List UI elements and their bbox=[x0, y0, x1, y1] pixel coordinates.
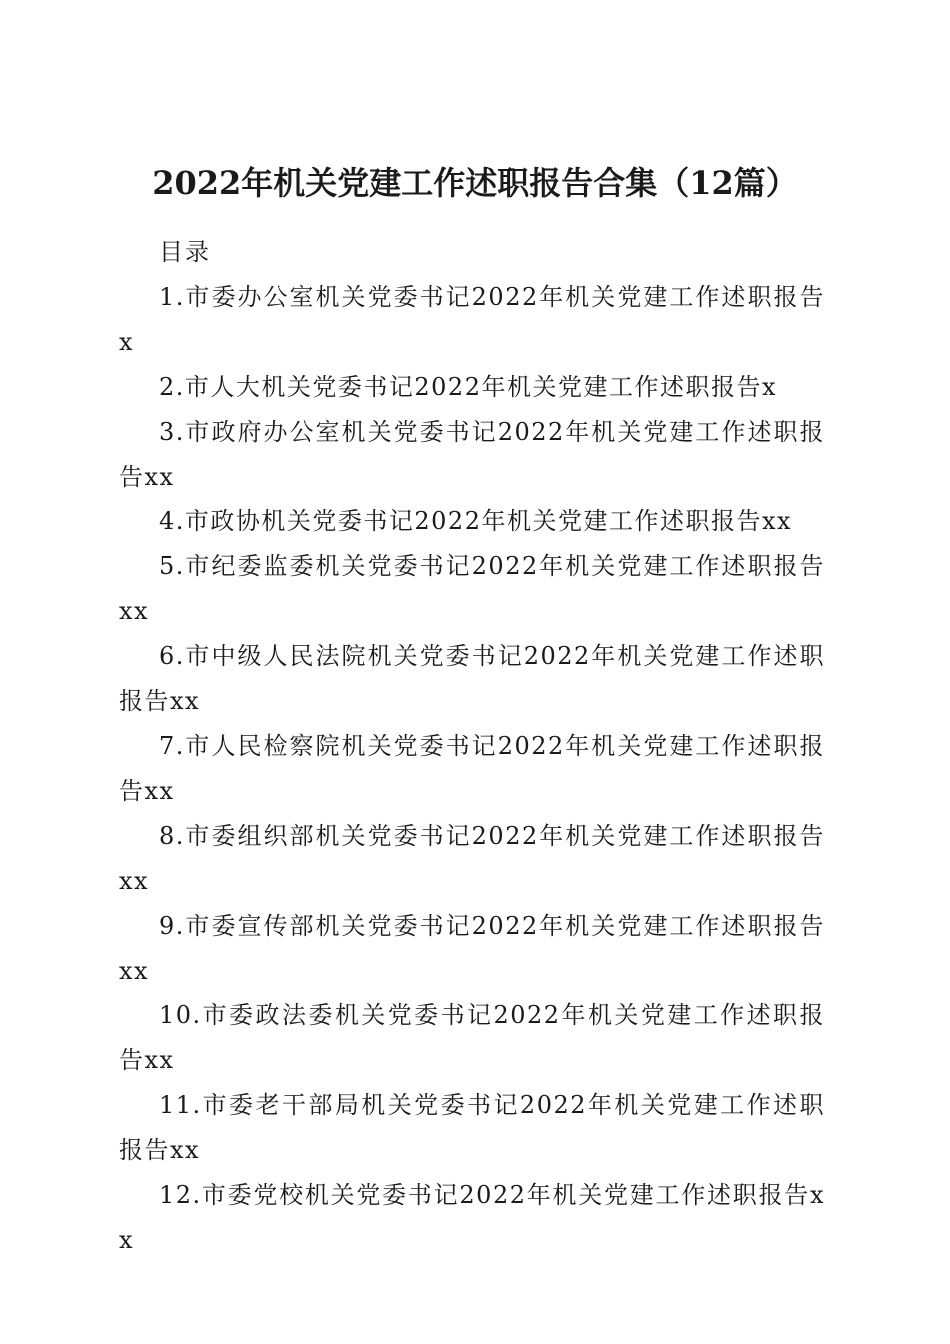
toc-item: 2.市人大机关党委书记2022年机关党建工作述职报告x bbox=[159, 372, 778, 401]
toc-item: 7.市人民检察院机关党委书记2022年机关党建工作述职报告xx bbox=[119, 731, 825, 805]
toc-item: 11.市委老干部局机关党委书记2022年机关党建工作述职报告xx bbox=[119, 1091, 825, 1165]
toc-item: 4.市政协机关党委书记2022年机关党建工作述职报告xx bbox=[159, 507, 793, 536]
table-of-contents bbox=[119, 230, 825, 1263]
toc-item: 8.市委组织部机关党委书记2022年机关党建工作述职报告xx bbox=[119, 821, 825, 895]
toc-item: 3.市政府办公室机关党委书记2022年机关党建工作述职报告xx bbox=[119, 417, 825, 491]
toc-list bbox=[119, 275, 825, 1263]
toc-item: 5.市纪委监委机关党委书记2022年机关党建工作述职报告xx bbox=[119, 552, 825, 626]
toc-item: 10.市委政法委机关党委书记2022年机关党建工作述职报告xx bbox=[119, 1001, 825, 1075]
toc-item: 1.市委办公室机关党委书记2022年机关党建工作述职报告x bbox=[119, 282, 825, 356]
toc-item: 6.市中级人民法院机关党委书记2022年机关党建工作述职报告xx bbox=[119, 642, 825, 716]
toc-item: 9.市委宣传部机关党委书记2022年机关党建工作述职报告xx bbox=[119, 911, 825, 985]
page-title: 2022年机关党建工作述职报告合集（12篇） bbox=[152, 164, 798, 203]
toc-heading: 目录 bbox=[159, 238, 211, 266]
toc-item: 12.市委党校机关党委书记2022年机关党建工作述职报告xx bbox=[119, 1181, 825, 1254]
